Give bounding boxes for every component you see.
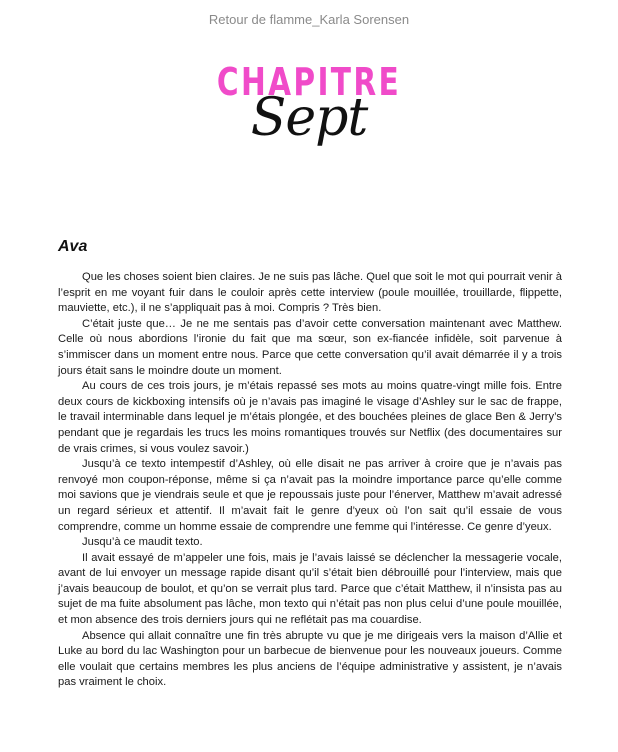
paragraph: Il avait essayé de m’appeler une fois, mais je l’avais laissé se déclencher la messagerie vocale, avant de lui envoyer un message rapide disant qu’il s’était bien débrouillé pour l’interview, mais que j’avais beaucoup de boulot, et qu’on se verrait plus tard. Parce que c’était Matthew, il n’insista pas au sujet de ma fuite absolument pas lâche, mon texto qui n’était pas non plus celui d’une poule mouillée, et mon absence des trois derniers jours qui ne reflétait pas ma couardise.: [58, 551, 562, 627]
paragraph: C’était juste que… Je ne me sentais pas d’avoir cette conversation maintenant avec Matthew. Celle où nous abordions l’ironie du fait que ma sœur, son ex-fiancée infidèle, soit parvenue à s’immiscer dans un moment entre nous. Parce que cette conversation qu’il avait démarrée il y a trois jours était sans le moindre doute un moment.: [58, 317, 562, 377]
book-header-title: Retour de flamme_Karla Sorensen: [208, 12, 410, 27]
chapter-number: Sept: [250, 88, 368, 148]
paragraph: Que les choses soient bien claires. Je ne suis pas lâche. Quel que soit le mot qui pourrait venir à l’esprit en me voyant fuir dans le couloir après cette interview (poule mouillée, trouillarde, flippette, mauviette, etc.), il ne s’appliquait pas à moi. Compris ? Très bien.: [58, 271, 562, 315]
chapter-body: [58, 270, 562, 691]
chapter-heading: [0, 58, 618, 168]
paragraph: Jusqu’à ce maudit texto.: [82, 536, 203, 549]
paragraph: Jusqu’à ce texto intempestif d’Ashley, où elle disait ne pas arriver à croire que je n’avais pas renvoyé mon coupon-réponse, même si ça n’avait pas la moindre importance parce qu’elle comme moi savions que je viendrais seule et que je repoussais juste pour l’énerver, Matthew m’avait adressé un regard sérieux et attentif. Il m’avait fait le genre d’yeux où l’on sait qu’il essaie de vous comprendre, comme un homme essaie de comprendre une femme qui l’intéresse. Ce genre d’yeux.: [58, 458, 562, 533]
chapter-word: CHAPITRE: [216, 60, 402, 104]
section-title: Ava: [58, 238, 88, 255]
paragraph: Au cours de ces trois jours, je m’étais repassé ses mots au moins quatre-vingt mille fois. Entre deux cours de kickboxing intensifs où je n’avais pas imaginé le visage d’Ashley sur le sac de frappe, le travail interminable dans lequel je m’étais plongée, et des bouchées pleines de glace Ben & Jerry’s pendant que je regardais les trucs les moins romantiques trouvés sur Netflix (des documentaires sur de vrais crimes, si vous voulez savoir.): [58, 380, 562, 455]
paragraph: Absence qui allait connaître une fin très abrupte vu que je me dirigeais vers la maison d’Allie et Luke au bord du lac Washington pour un barbecue de bienvenue pour les nouveaux joueurs. Comme elle voulait que certains membres les plus anciens de l’équipe administrative y assistent, je n’avais pas vraiment le choix.: [58, 629, 562, 689]
